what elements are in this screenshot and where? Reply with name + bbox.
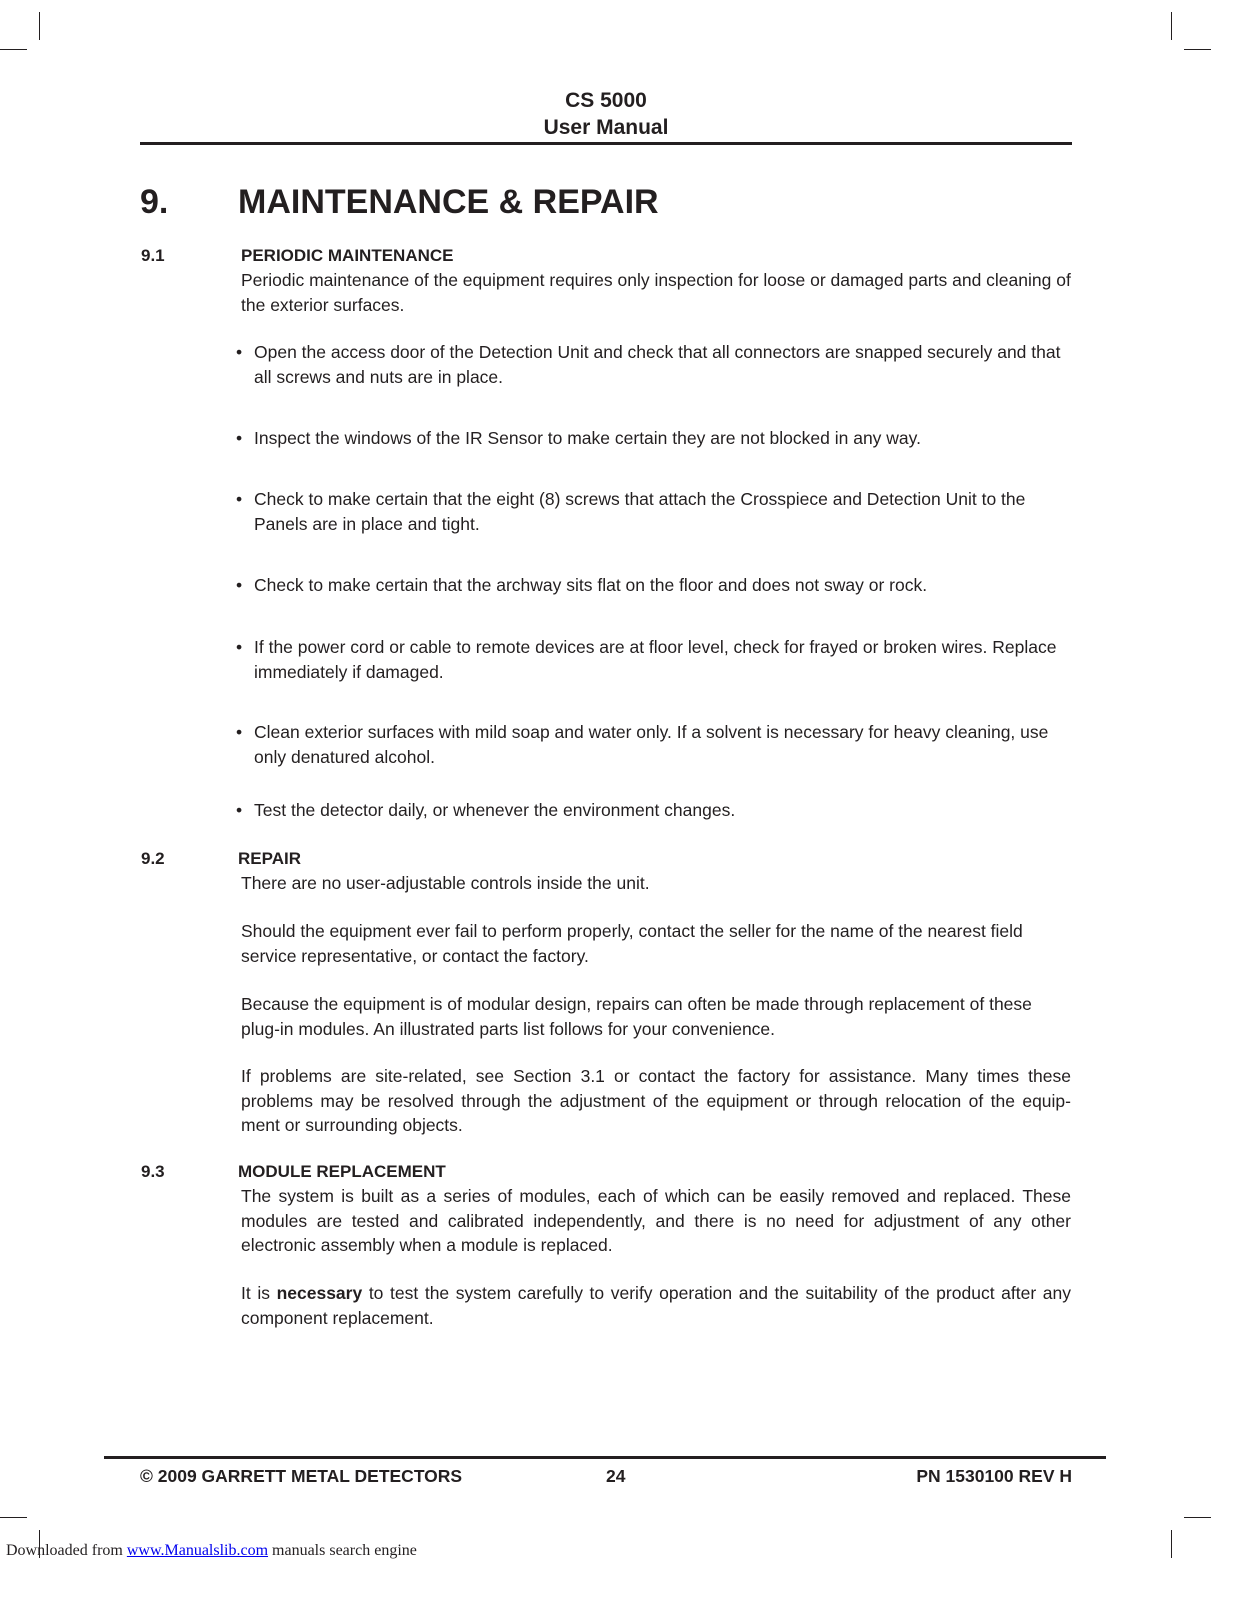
list-item-text: Test the detector daily, or whenever the environment changes. — [254, 800, 736, 820]
list-item-text: Open the access door of the Detection Unit and check that all connectors are snapped securely and that all screws and nuts are in place. — [254, 342, 1061, 387]
bullet-marker: • — [236, 489, 243, 509]
list-item — [236, 635, 1076, 684]
crop-mark — [0, 1517, 27, 1518]
crop-mark — [1184, 1517, 1211, 1518]
section-number: 9.1 — [141, 246, 165, 265]
footer-copyright: © 2009 GARRETT METAL DETECTORS — [140, 1466, 463, 1486]
paragraph: Because the equipment is of modular design, repairs can often be made through replacement of these plug-in modules. An illustrated parts list follows for your convenience. — [241, 994, 1032, 1039]
footer-rule — [104, 1456, 1106, 1459]
bullet-marker: • — [236, 722, 243, 742]
list-item-text: Inspect the windows of the IR Sensor to make certain they are not blocked in any way. — [254, 428, 921, 448]
list-item-text: Check to make certain that the eight (8) screws that attach the Crosspiece and Detection Unit to the Panels are in place and tight. — [254, 489, 1026, 534]
paragraph: The system is built as a series of modules, each of which can be easily removed and replaced. These modules are tested and calibrated independently, and there is no need for adjustment of any other electronic assembly when a module is replaced. — [241, 1186, 1071, 1255]
header-rule — [140, 142, 1072, 145]
paragraph — [241, 1281, 1071, 1330]
bullet-marker: • — [236, 428, 243, 448]
list-item — [236, 487, 1076, 536]
paragraph-text: It is — [241, 1283, 277, 1303]
page-header — [140, 87, 1072, 141]
header-product: CS 5000 — [565, 89, 647, 112]
footer-part-number: PN 1530100 REV H — [916, 1466, 1072, 1486]
emphasis-text: necessary — [276, 1283, 363, 1303]
page-number: 24 — [606, 1466, 626, 1486]
list-item — [236, 720, 1076, 769]
list-item-text: Clean exterior surfaces with mild soap and water only. If a solvent is necessary for heavy cleaning, use only denatured alcohol. — [254, 722, 1049, 767]
manualslib-link[interactable]: www.Manualslib.com — [126, 1542, 269, 1559]
section-title: PERIODIC MAINTENANCE — [241, 246, 454, 265]
list-item — [236, 798, 1076, 823]
crop-mark — [39, 12, 40, 40]
section-number: 9.3 — [141, 1162, 165, 1181]
bullet-marker: • — [236, 342, 243, 362]
paragraph: Should the equipment ever fail to perform properly, contact the seller for the name of the nearest field service representative, or contact the factory. — [241, 921, 1023, 966]
paragraph: There are no user-adjustable controls inside the unit. — [241, 873, 650, 893]
list-item — [236, 340, 1076, 389]
header-manual: User Manual — [543, 116, 669, 139]
download-prefix: Downloaded from — [6, 1542, 127, 1559]
crop-mark — [1171, 1530, 1172, 1558]
chapter-number: 9. — [140, 183, 169, 221]
crop-mark — [1184, 49, 1211, 50]
download-suffix: manuals search engine — [268, 1542, 417, 1559]
list-item — [236, 573, 1076, 598]
list-item-text: If the power cord or cable to remote devices are at floor level, check for frayed or broken wires. Replace immediately if damaged. — [254, 637, 1057, 682]
bullet-marker: • — [236, 800, 243, 820]
bullet-marker: • — [236, 637, 243, 657]
section-number: 9.2 — [141, 849, 165, 868]
download-notice — [6, 1541, 417, 1561]
paragraph: Periodic maintenance of the equipment requires only inspection for loose or damaged parts and cleaning of the exterior surfaces. — [241, 270, 1071, 315]
paragraph-text: to test the system carefully to verify operation and the suitability of the product after any component replacement. — [241, 1283, 1071, 1328]
crop-mark — [0, 49, 27, 50]
list-item — [236, 426, 1076, 451]
section-title: REPAIR — [238, 849, 301, 868]
bullet-marker: • — [236, 575, 243, 595]
section-title: MODULE REPLACEMENT — [238, 1162, 446, 1181]
list-item-text: Check to make certain that the archway sits flat on the floor and does not sway or rock. — [254, 575, 928, 595]
crop-mark — [1171, 12, 1172, 40]
chapter-title: MAINTENANCE & REPAIR — [238, 183, 659, 221]
paragraph: If problems are site-related, see Section 3.1 or contact the factory for assistance. Many times these problems may be resolved through the adjustment of the equipment or through relocation of the equip-ment or surrounding objects. — [241, 1066, 1071, 1135]
